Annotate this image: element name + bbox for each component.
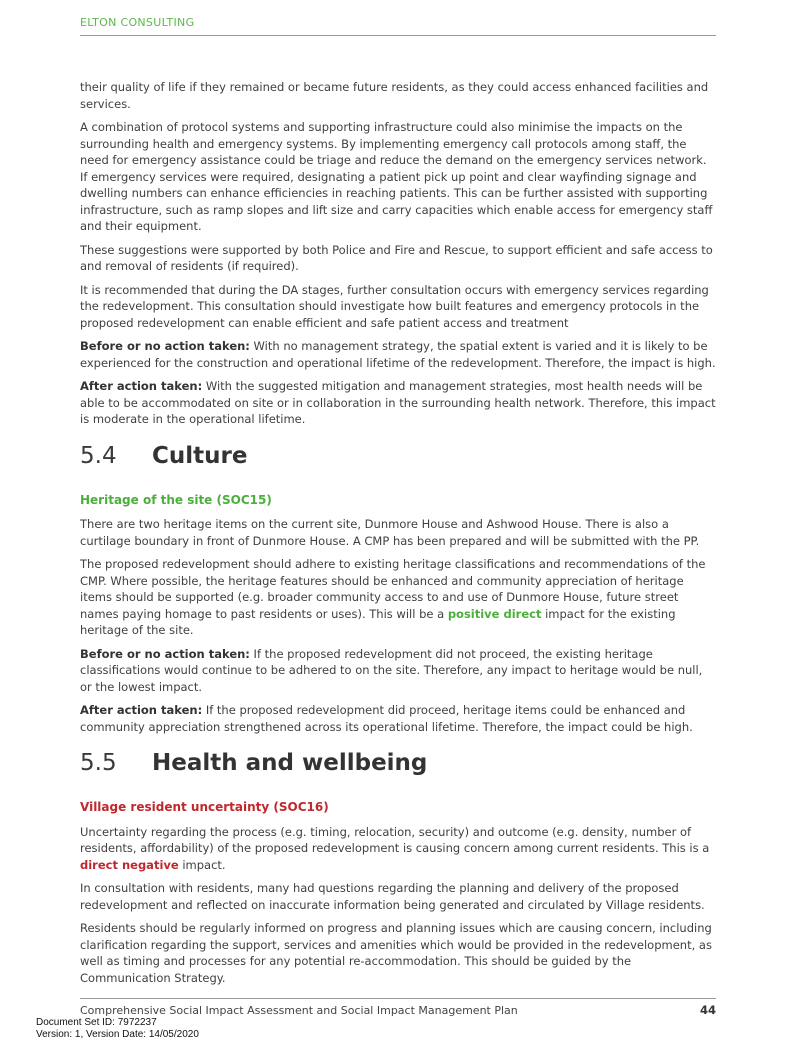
paragraph-text: Uncertainty regarding the process (e.g. timing, relocation, security) and outcome (e.g. density, number of residents, affordability) of the proposed redevelopment is causing concern among current residents. This is a — [80, 824, 710, 855]
paragraph-text: impact for the existing heritage of the site. — [80, 606, 676, 637]
section-number: 5.5 — [80, 750, 117, 776]
subheading-resident-uncertainty: Village resident uncertainty (SOC16) — [80, 800, 329, 814]
header-org-name: ELTON CONSULTING — [80, 16, 195, 29]
paragraph-text: If the proposed redevelopment did not proceed, the existing heritage classifications would continue to be adhered to on the site. Therefore, any impact to heritage would be null, or the lowest impact. — [80, 646, 703, 694]
paragraph — [80, 646, 716, 696]
after-action-label: After action taken: — [80, 703, 203, 717]
impact-highlight-negative: direct negative — [80, 857, 179, 872]
paragraph — [80, 702, 716, 735]
document-set-id: Document Set ID: 7972237 — [36, 1017, 157, 1028]
document-stamp — [36, 1017, 199, 1041]
paragraph — [80, 378, 716, 428]
document-version: Version: 1, Version Date: 14/05/2020 — [36, 1029, 199, 1040]
paragraph — [80, 338, 716, 371]
paragraph: These suggestions were supported by both Police and Fire and Rescue, to support efficient and safe access to and removal of residents (if required). — [80, 242, 713, 273]
paragraph-text: With no management strategy, the spatial extent is varied and it is likely to be experienced for the construction and operational lifetime of the redevelopment. Therefore, the impact is high. — [80, 339, 716, 370]
before-action-label: Before or no action taken: — [80, 339, 250, 353]
section-number: 5.4 — [80, 442, 117, 469]
paragraph: A combination of protocol systems and supporting infrastructure could also minimise the impacts on the surrounding health and emergency systems. By implementing emergency call protocols among staff, the need for emergency assistance could be triage and reduce the demand on the emergency services network. If emergency services were required, designating a patient pick up point and clear wayfinding signage and dwelling numbers can enhance efficiencies in reaching patients. This can be further assisted with supporting infrastructure, such as ramp slopes and lift size and carry capacities which enable access for emergency staff and their equipment. — [80, 120, 713, 233]
section-heading-health — [80, 750, 716, 787]
footer-document-title: Comprehensive Social Impact Assessment and Social Impact Management Plan — [80, 1004, 518, 1017]
paragraph-text: impact. — [178, 857, 226, 872]
paragraph: There are two heritage items on the current site, Dunmore House and Ashwood House. There is also a curtilage boundary in front of Dunmore House. A CMP has been prepared and will be submitted with the PP. — [80, 517, 700, 548]
paragraph: their quality of life if they remained or became future residents, as they could access enhanced facilities and services. — [80, 80, 709, 111]
paragraph: Residents should be regularly informed on progress and planning issues which are causing concern, including clarification regarding the support, services and amenities which would be provided in the redevelopment, as well as timing and processes for any potential re-accommodation. This should be guided by the Communication Strategy. — [80, 921, 712, 985]
page-number: 44 — [699, 1003, 716, 1017]
paragraph — [80, 824, 716, 874]
paragraph: In consultation with residents, many had questions regarding the planning and delivery of the proposed redevelopment and reflected on inaccurate information being generated and circulated by Village residents. — [80, 881, 705, 912]
footer-divider — [80, 998, 716, 999]
paragraph: It is recommended that during the DA stages, further consultation occurs with emergency services regarding the redevelopment. This consultation should investigate how built features and emergency protocols in the proposed redevelopment can enable efficient and safe patient access and treatment — [80, 282, 709, 330]
paragraph-text: With the suggested mitigation and management strategies, most health needs will be able to be accommodated on site or in collaboration in the surrounding health network. Therefore, this impact is moderate in the operational lifetime. — [80, 379, 716, 426]
after-action-label: After action taken: — [80, 379, 203, 393]
header-divider — [80, 35, 716, 36]
section-heading-culture — [80, 442, 716, 480]
before-action-label: Before or no action taken: — [80, 646, 250, 661]
paragraph — [80, 556, 716, 639]
paragraph-text: If the proposed redevelopment did proceed, heritage items could be enhanced and community appreciation strengthened across its operational lifetime. Therefore, the impact could be high. — [80, 703, 693, 734]
impact-highlight-positive: positive direct — [447, 606, 542, 621]
section-title: Health and wellbeing — [152, 750, 428, 776]
section-title: Culture — [152, 442, 248, 469]
page-body — [80, 79, 716, 993]
subheading-heritage: Heritage of the site (SOC15) — [80, 492, 272, 507]
paragraph-text: The proposed redevelopment should adhere to existing heritage classifications and recommendations of the CMP. Where possible, the heritage features should be enhanced and community appreciation of heritage items should be supported (e.g. broader community access to and use of Dunmore House, future street names paying homage to past residents or uses). This will be a — [80, 557, 706, 621]
